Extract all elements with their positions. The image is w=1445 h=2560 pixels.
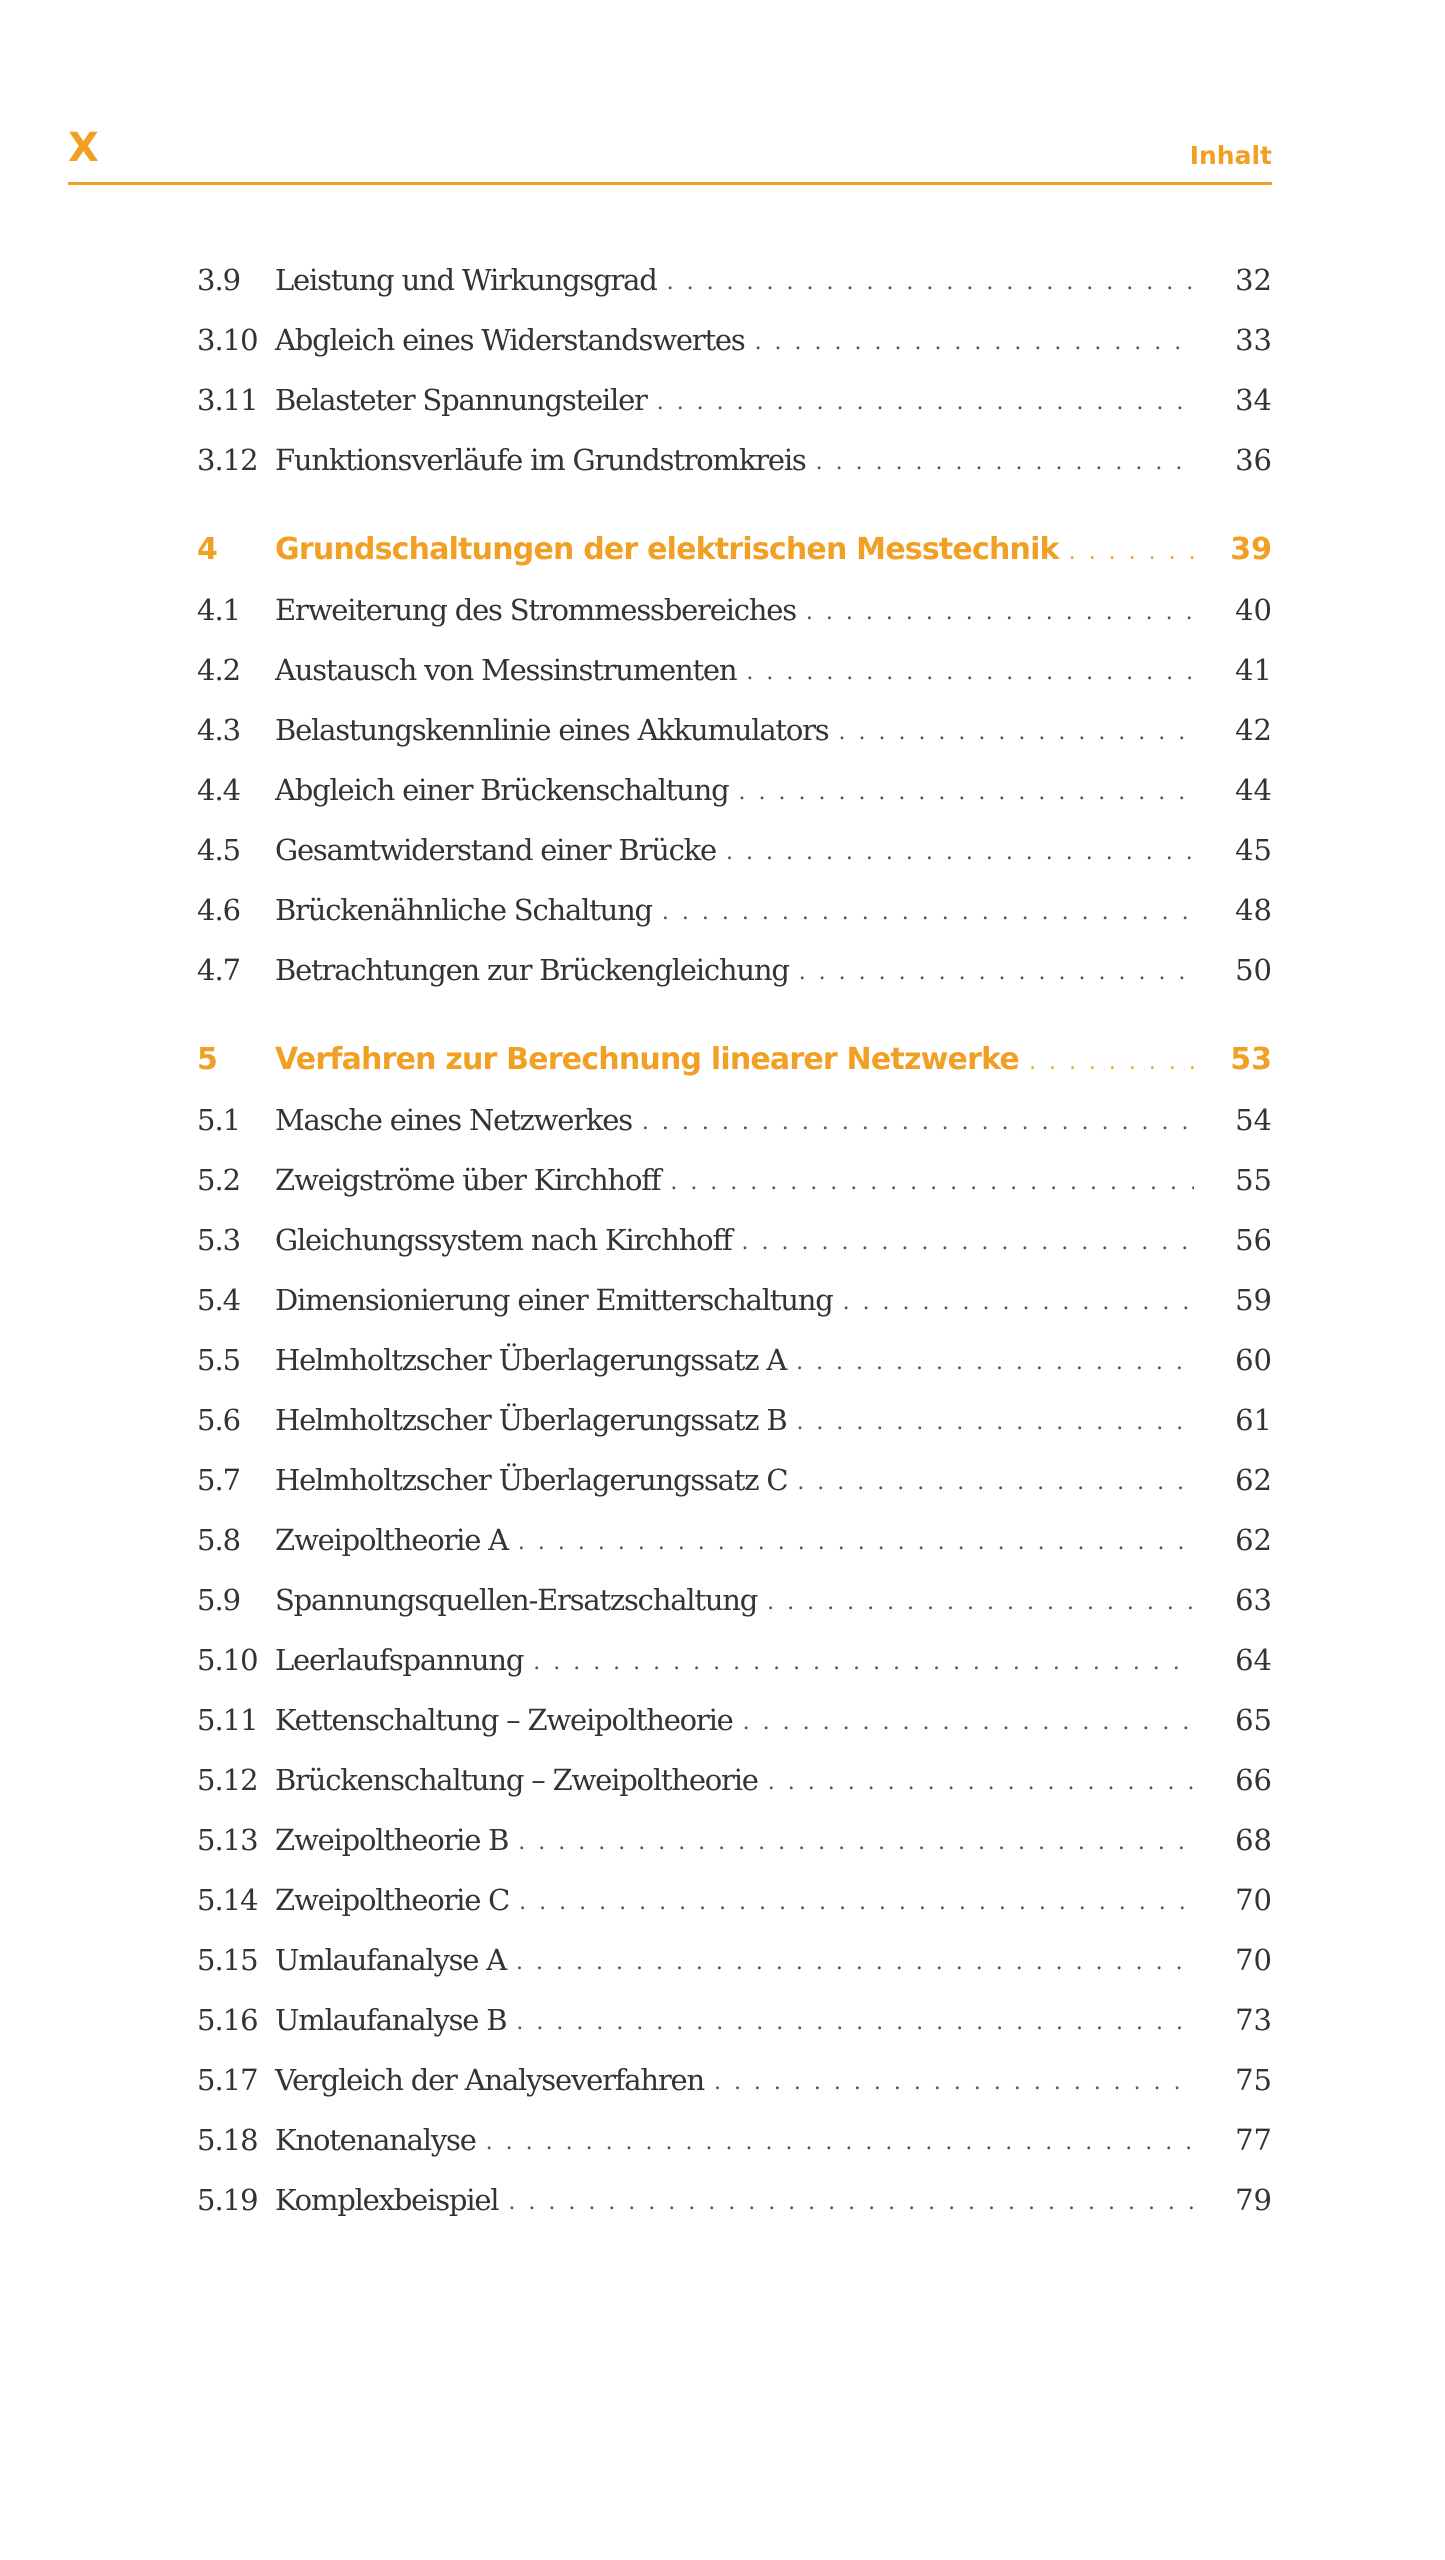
toc-entry-title: Leerlaufspannung <box>275 1643 524 1677</box>
toc-entry-title: Helmholtzscher Überlagerungssatz C <box>275 1463 788 1497</box>
toc-entry[interactable] <box>197 1870 1272 1918</box>
toc-chapter-number: 4 <box>197 532 217 567</box>
dot-leader <box>843 1288 1194 1318</box>
toc-entry-page: 68 <box>1235 1823 1272 1857</box>
dot-leader <box>806 598 1194 628</box>
toc-entry[interactable] <box>197 1930 1272 1978</box>
toc-entry[interactable] <box>197 370 1272 418</box>
toc-entry-number: 3.10 <box>197 323 258 357</box>
toc-entry-title: Spannungsquellen-Ersatzschaltung <box>275 1583 758 1617</box>
dot-leader <box>796 1408 1194 1438</box>
toc-entry-page: 60 <box>1235 1343 1272 1377</box>
toc-entry-number: 5.9 <box>197 1583 241 1617</box>
dot-leader <box>533 1648 1194 1678</box>
toc-entry-number: 5.18 <box>197 2123 258 2157</box>
toc-entry-number: 5.10 <box>197 1643 258 1677</box>
toc-entry-title: Knotenanalyse <box>275 2123 476 2157</box>
toc-entry[interactable] <box>197 1330 1272 1378</box>
dot-leader <box>767 1588 1194 1618</box>
dot-leader <box>516 2008 1194 2038</box>
toc-entry-number: 5.16 <box>197 2003 258 2037</box>
page-number-roman: X <box>68 125 99 171</box>
toc-entry-number: 3.9 <box>197 263 241 297</box>
toc-entry-title: Helmholtzscher Überlagerungssatz A <box>275 1343 787 1377</box>
dot-leader <box>755 328 1194 358</box>
dot-leader <box>739 778 1194 808</box>
dot-leader <box>816 448 1194 478</box>
dot-leader <box>1069 538 1194 568</box>
toc-chapter-entry[interactable] <box>197 1026 1272 1078</box>
toc-entry[interactable] <box>197 1630 1272 1678</box>
toc-entry-number: 5.13 <box>197 1823 258 1857</box>
toc-entry[interactable] <box>197 1690 1272 1738</box>
toc-entry-title: Zweipoltheorie C <box>275 1883 510 1917</box>
toc-chapter-title: Verfahren zur Berechnung linearer Netzwerke <box>275 1042 1019 1077</box>
dot-leader <box>768 1768 1194 1798</box>
toc-entry[interactable] <box>197 1510 1272 1558</box>
toc-entry[interactable] <box>197 2110 1272 2158</box>
toc-entry-number: 5.7 <box>197 1463 241 1497</box>
dot-leader <box>726 838 1194 868</box>
toc-entry-page: 75 <box>1235 2063 1272 2097</box>
toc-entry-page: 65 <box>1235 1703 1272 1737</box>
toc-entry-number: 5.14 <box>197 1883 258 1917</box>
toc-entry[interactable] <box>197 700 1272 748</box>
toc-entry-number: 5.1 <box>197 1103 241 1137</box>
toc-entry-page: 55 <box>1235 1163 1272 1197</box>
dot-leader <box>714 2068 1194 2098</box>
toc-entry-number: 5.17 <box>197 2063 258 2097</box>
toc-entry[interactable] <box>197 1810 1272 1858</box>
toc-entry-page: 54 <box>1235 1103 1272 1137</box>
toc-entry-number: 5.4 <box>197 1283 241 1317</box>
toc-entry-title: Gesamtwiderstand einer Brücke <box>275 833 717 867</box>
toc-entry-title: Austausch von Messinstrumenten <box>275 653 737 687</box>
toc-entry-number: 4.1 <box>197 593 241 627</box>
toc-entry[interactable] <box>197 820 1272 868</box>
toc-entry-title: Brückenähnliche Schaltung <box>275 893 652 927</box>
dot-leader <box>508 2188 1194 2218</box>
dot-leader <box>486 2128 1194 2158</box>
toc-entry[interactable] <box>197 310 1272 358</box>
toc-entry-page: 64 <box>1235 1643 1272 1677</box>
toc-entry-number: 5.8 <box>197 1523 241 1557</box>
toc-entry-page: 63 <box>1235 1583 1272 1617</box>
running-head: Inhalt <box>1189 141 1272 170</box>
toc-entry-title: Zweigströme über Kirchhoff <box>275 1163 661 1197</box>
dot-leader <box>799 958 1194 988</box>
toc-entry-title: Komplexbeispiel <box>275 2183 499 2217</box>
dot-leader <box>796 1348 1194 1378</box>
toc-entry-page: 32 <box>1235 263 1272 297</box>
toc-entry-title: Kettenschaltung – Zweipoltheorie <box>275 1703 733 1737</box>
toc-entry-number: 3.11 <box>197 383 258 417</box>
toc-entry[interactable] <box>197 760 1272 808</box>
toc-entry-page: 33 <box>1235 323 1272 357</box>
toc-chapter-entry[interactable] <box>197 516 1272 568</box>
dot-leader <box>519 1888 1194 1918</box>
dot-leader <box>670 1168 1194 1198</box>
toc-entry[interactable] <box>197 1450 1272 1498</box>
toc-entry-title: Abgleich einer Brückenschaltung <box>275 773 729 807</box>
toc-entry-title: Belastungskennlinie eines Akkumulators <box>275 713 829 747</box>
toc-entry-number: 5.19 <box>197 2183 258 2217</box>
dot-leader <box>743 1708 1194 1738</box>
toc-entry-page: 77 <box>1235 2123 1272 2157</box>
toc-entry[interactable] <box>197 1270 1272 1318</box>
toc-entry-title: Gleichungssystem nach Kirchhoff <box>275 1223 732 1257</box>
toc-entry-page: 36 <box>1235 443 1272 477</box>
toc-entry[interactable] <box>197 640 1272 688</box>
toc-entry-title: Brückenschaltung – Zweipoltheorie <box>275 1763 758 1797</box>
toc-entry-title: Erweiterung des Strommessbereiches <box>275 593 796 627</box>
toc-entry-number: 5.6 <box>197 1403 241 1437</box>
dot-leader <box>742 1228 1194 1258</box>
toc-entry-title: Abgleich eines Widerstandswertes <box>275 323 745 357</box>
toc-entry-number: 4.7 <box>197 953 241 987</box>
toc-entry[interactable] <box>197 1570 1272 1618</box>
toc-entry-number: 4.4 <box>197 773 241 807</box>
toc-entry-page: 42 <box>1235 713 1272 747</box>
dot-leader <box>667 268 1194 298</box>
toc-entry-title: Zweipoltheorie A <box>275 1523 508 1557</box>
toc-entry-number: 5.15 <box>197 1943 258 1977</box>
toc-entry-number: 5.12 <box>197 1763 258 1797</box>
toc-entry[interactable] <box>197 880 1272 928</box>
toc-entry-number: 4.3 <box>197 713 241 747</box>
toc-entry-page: 56 <box>1235 1223 1272 1257</box>
toc-entry-page: 70 <box>1235 1943 1272 1977</box>
dot-leader <box>518 1828 1194 1858</box>
toc-entry[interactable] <box>197 250 1272 298</box>
toc-entry-title: Vergleich der Analyseverfahren <box>275 2063 704 2097</box>
toc-entry-page: 45 <box>1235 833 1272 867</box>
toc-entry-title: Masche eines Netzwerkes <box>275 1103 632 1137</box>
toc-entry[interactable] <box>197 940 1272 988</box>
toc-entry-title: Umlaufanalyse B <box>275 2003 507 2037</box>
toc-entry[interactable] <box>197 1390 1272 1438</box>
toc-entry-number: 4.2 <box>197 653 241 687</box>
toc-entry-title: Helmholtzscher Überlagerungssatz B <box>275 1403 787 1437</box>
toc-entry-page: 70 <box>1235 1883 1272 1917</box>
toc-entry-page: 34 <box>1235 383 1272 417</box>
toc-chapter-page: 39 <box>1230 532 1272 567</box>
toc-entry[interactable] <box>197 1210 1272 1258</box>
dot-leader <box>516 1948 1194 1978</box>
toc-entry[interactable] <box>197 1090 1272 1138</box>
toc-entry[interactable] <box>197 430 1272 478</box>
dot-leader <box>642 1108 1194 1138</box>
toc-entry-title: Leistung und Wirkungsgrad <box>275 263 657 297</box>
toc-entry-number: 4.5 <box>197 833 241 867</box>
toc-entry-page: 44 <box>1235 773 1272 807</box>
toc-entry-page: 66 <box>1235 1763 1272 1797</box>
toc-entry-number: 5.3 <box>197 1223 241 1257</box>
toc-entry-number: 5.2 <box>197 1163 241 1197</box>
toc-entry-page: 41 <box>1235 653 1272 687</box>
toc-entry-page: 59 <box>1235 1283 1272 1317</box>
dot-leader <box>1029 1048 1194 1078</box>
toc-entry-page: 62 <box>1235 1523 1272 1557</box>
dot-leader <box>518 1528 1194 1558</box>
toc-entry-page: 61 <box>1235 1403 1272 1437</box>
toc-chapter-page: 53 <box>1230 1042 1272 1077</box>
toc-entry[interactable] <box>197 1990 1272 2038</box>
toc-entry-page: 50 <box>1235 953 1272 987</box>
toc-entry-page: 48 <box>1235 893 1272 927</box>
toc-entry-title: Betrachtungen zur Brückengleichung <box>275 953 789 987</box>
toc-entry[interactable] <box>197 1150 1272 1198</box>
toc-entry-number: 5.5 <box>197 1343 241 1377</box>
toc-entry-page: 79 <box>1235 2183 1272 2217</box>
toc-entry-page: 40 <box>1235 593 1272 627</box>
toc-entry[interactable] <box>197 580 1272 628</box>
toc-chapter-number: 5 <box>197 1042 217 1077</box>
toc-entry-title: Dimensionierung einer Emitterschaltung <box>275 1283 833 1317</box>
toc-entry[interactable] <box>197 1750 1272 1798</box>
toc-entry-title: Belasteter Spannungsteiler <box>275 383 647 417</box>
dot-leader <box>797 1468 1194 1498</box>
toc-entry-page: 73 <box>1235 2003 1272 2037</box>
toc-entry-title: Zweipoltheorie B <box>275 1823 509 1857</box>
toc-entry[interactable] <box>197 2170 1272 2218</box>
dot-leader <box>662 898 1194 928</box>
toc-entry-number: 4.6 <box>197 893 241 927</box>
toc-entry-number: 5.11 <box>197 1703 258 1737</box>
toc-entry-page: 62 <box>1235 1463 1272 1497</box>
dot-leader <box>657 388 1194 418</box>
toc-entry-title: Funktionsverläufe im Grundstromkreis <box>275 443 806 477</box>
toc-entry-title: Umlaufanalyse A <box>275 1943 507 1977</box>
toc-entry[interactable] <box>197 2050 1272 2098</box>
toc-chapter-title: Grundschaltungen der elektrischen Messtechnik <box>275 532 1059 567</box>
dot-leader <box>746 658 1194 688</box>
toc-entry-number: 3.12 <box>197 443 258 477</box>
dot-leader <box>839 718 1195 748</box>
